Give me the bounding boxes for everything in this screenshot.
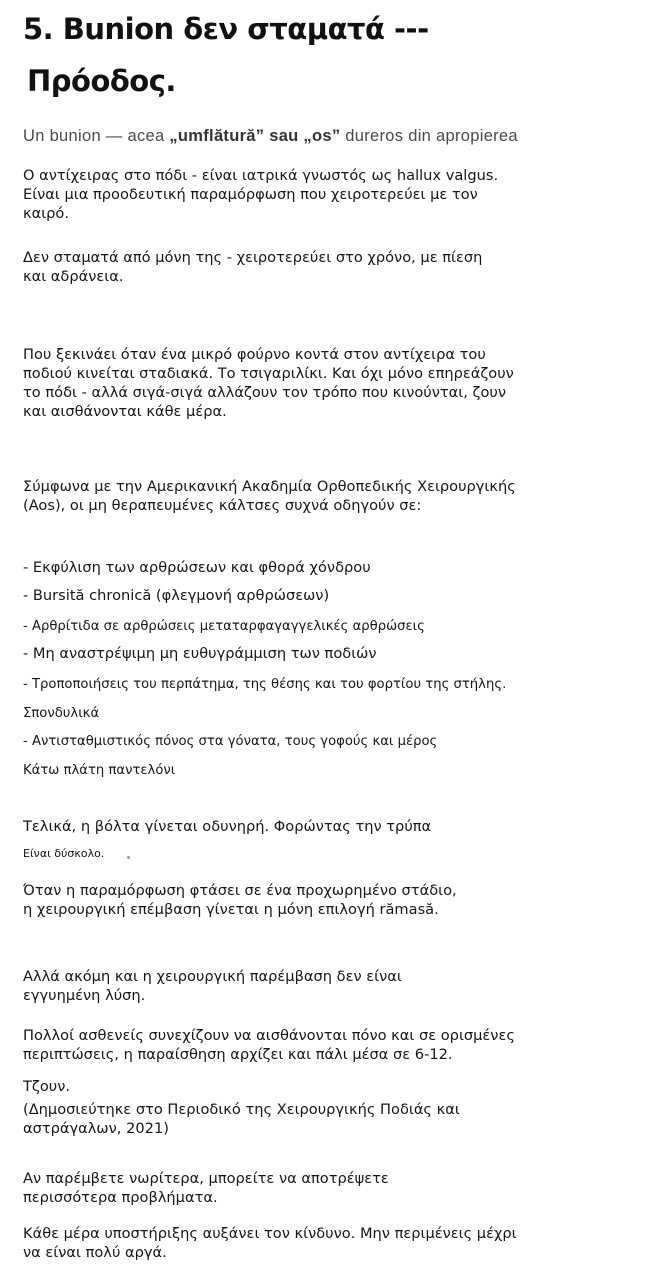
- paragraph-line: το πόδι - αλλά σιγά-σιγά αλλάζουν τον τρόπο που κινούνται, ζουν: [23, 384, 506, 401]
- list-item: - Τροποποιήσεις του περπάτημα, της θέσης και του φορτίου της στήλης.: [23, 677, 507, 692]
- paragraph-patients: [23, 1026, 515, 1064]
- list-item: - Μη αναστρέψιμη μη ευθυγράμμιση των ποδιών: [23, 645, 377, 662]
- paragraph-line: ποδιού κινείται σταδιακά. Το τσιγαριλίκι. Και όχι μόνο επηρεάζουν: [23, 365, 514, 382]
- paragraph-progression: [23, 248, 482, 286]
- paragraph-line: να είναι πολύ αργά.: [23, 1244, 167, 1261]
- paragraph-painful: Τελικά, η βόλτα γίνεται οδυνηρή. Φορώντας την τρύπα: [23, 818, 432, 835]
- paragraph-hard: Είναι δύσκολο.: [23, 847, 105, 860]
- paragraph-line: περισσότερα προβλήματα.: [23, 1189, 218, 1206]
- paragraph-line: καιρό.: [23, 205, 69, 222]
- paragraph-line: περιπτώσεις, η παραίσθηση αρχίζει και πάλι μέσα σε 6-12.: [23, 1046, 453, 1063]
- paragraph-line: Δεν σταματά από μόνη της - χειροτερεύει στο χρόνο, με πίεση: [23, 249, 483, 266]
- paragraph-line: Όταν η παραμόρφωση φτάσει σε ένα προχωρημένο στάδιο,: [23, 882, 457, 899]
- heading-line-2: Πρόοδος.: [27, 64, 176, 98]
- subtitle-pre: Un bunion — acea: [23, 127, 170, 145]
- list-item: - Bursită chronică (φλεγμονή αρθρώσεων): [23, 587, 330, 604]
- list-item: Κάτω πλάτη παντελόνι: [23, 763, 176, 778]
- paragraph-line: και αδράνεια.: [23, 268, 124, 285]
- paragraph-line: Είναι μια προοδευτική παραμόρφωση που χειροτερεύει με τον: [23, 186, 478, 203]
- paragraph-line: η χειρουργική επέμβαση γίνεται η μόνη επιλογή rămasă.: [23, 901, 439, 918]
- paragraph-surgery-only: [23, 881, 457, 919]
- paragraph-not-guaranteed: [23, 967, 402, 1005]
- subtitle-post: dureros din apropierea: [340, 127, 518, 145]
- paragraph-intro: [23, 166, 498, 223]
- paragraph-start: [23, 345, 514, 421]
- paragraph-tzoun: Τζουν.: [23, 1078, 71, 1095]
- list-item: Σπονδυλικά: [23, 706, 100, 721]
- heading-line-1: 5. Bunion δεν σταματά ---: [23, 12, 429, 46]
- paragraph-final: [23, 1224, 517, 1262]
- list-item: - Αρθρίτιδα σε αρθρώσεις μεταταρφαγαγγελικές αρθρώσεις: [23, 619, 425, 634]
- list-item: - Εκφύλιση των αρθρώσεων και φθορά χόνδρου: [23, 559, 371, 576]
- paragraph-line: Κάθε μέρα υποστήριξης αυξάνει τον κίνδυνο. Μην περιμένεις μέχρι: [23, 1225, 517, 1242]
- paragraph-early: [23, 1169, 389, 1207]
- subtitle: [23, 127, 518, 146]
- paragraph-line: και αισθάνονται κάθε μέρα.: [23, 403, 227, 420]
- paragraph-line: Αλλά ακόμη και η χειρουργική παρέμβαση δεν είναι: [23, 968, 402, 985]
- subtitle-bold: „umflătură” sau „os”: [169, 127, 341, 145]
- paragraph-line: (Aos), οι μη θεραπευμένες κάλτσες συχνά οδηγούν σε:: [23, 497, 422, 514]
- paragraph-line: Ο αντίχειρας στο πόδι - είναι ιατρικά γνωστός ως hallux valgus.: [23, 167, 499, 184]
- list-item: - Αντισταθμιστικός πόνος στα γόνατα, τους γοφούς και μέρος: [23, 734, 438, 749]
- paragraph-journal: [23, 1100, 460, 1138]
- paragraph-line: Πολλοί ασθενείς συνεχίζουν να αισθάνονται πόνο και σε ορισμένες: [23, 1027, 515, 1044]
- paragraph-line: Αν παρέμβετε νωρίτερα, μπορείτε να αποτρέψετε: [23, 1170, 389, 1187]
- paragraph-line: εγγυημένη λύση.: [23, 987, 146, 1004]
- paragraph-line: Που ξεκινάει όταν ένα μικρό φούρνο κοντά στον αντίχειρα του: [23, 346, 486, 363]
- paragraph-line: αστράγαλων, 2021): [23, 1120, 169, 1137]
- paragraph-line: (Δημοσιεύτηκε στο Περιοδικό της Χειρουργικής Ποδιάς και: [23, 1101, 460, 1118]
- paragraph-line: Σύμφωνα με την Αμερικανική Ακαδημία Ορθοπεδικής Χειρουργικής: [23, 478, 516, 495]
- paragraph-academy: [23, 477, 516, 515]
- stray-dot: [127, 856, 130, 859]
